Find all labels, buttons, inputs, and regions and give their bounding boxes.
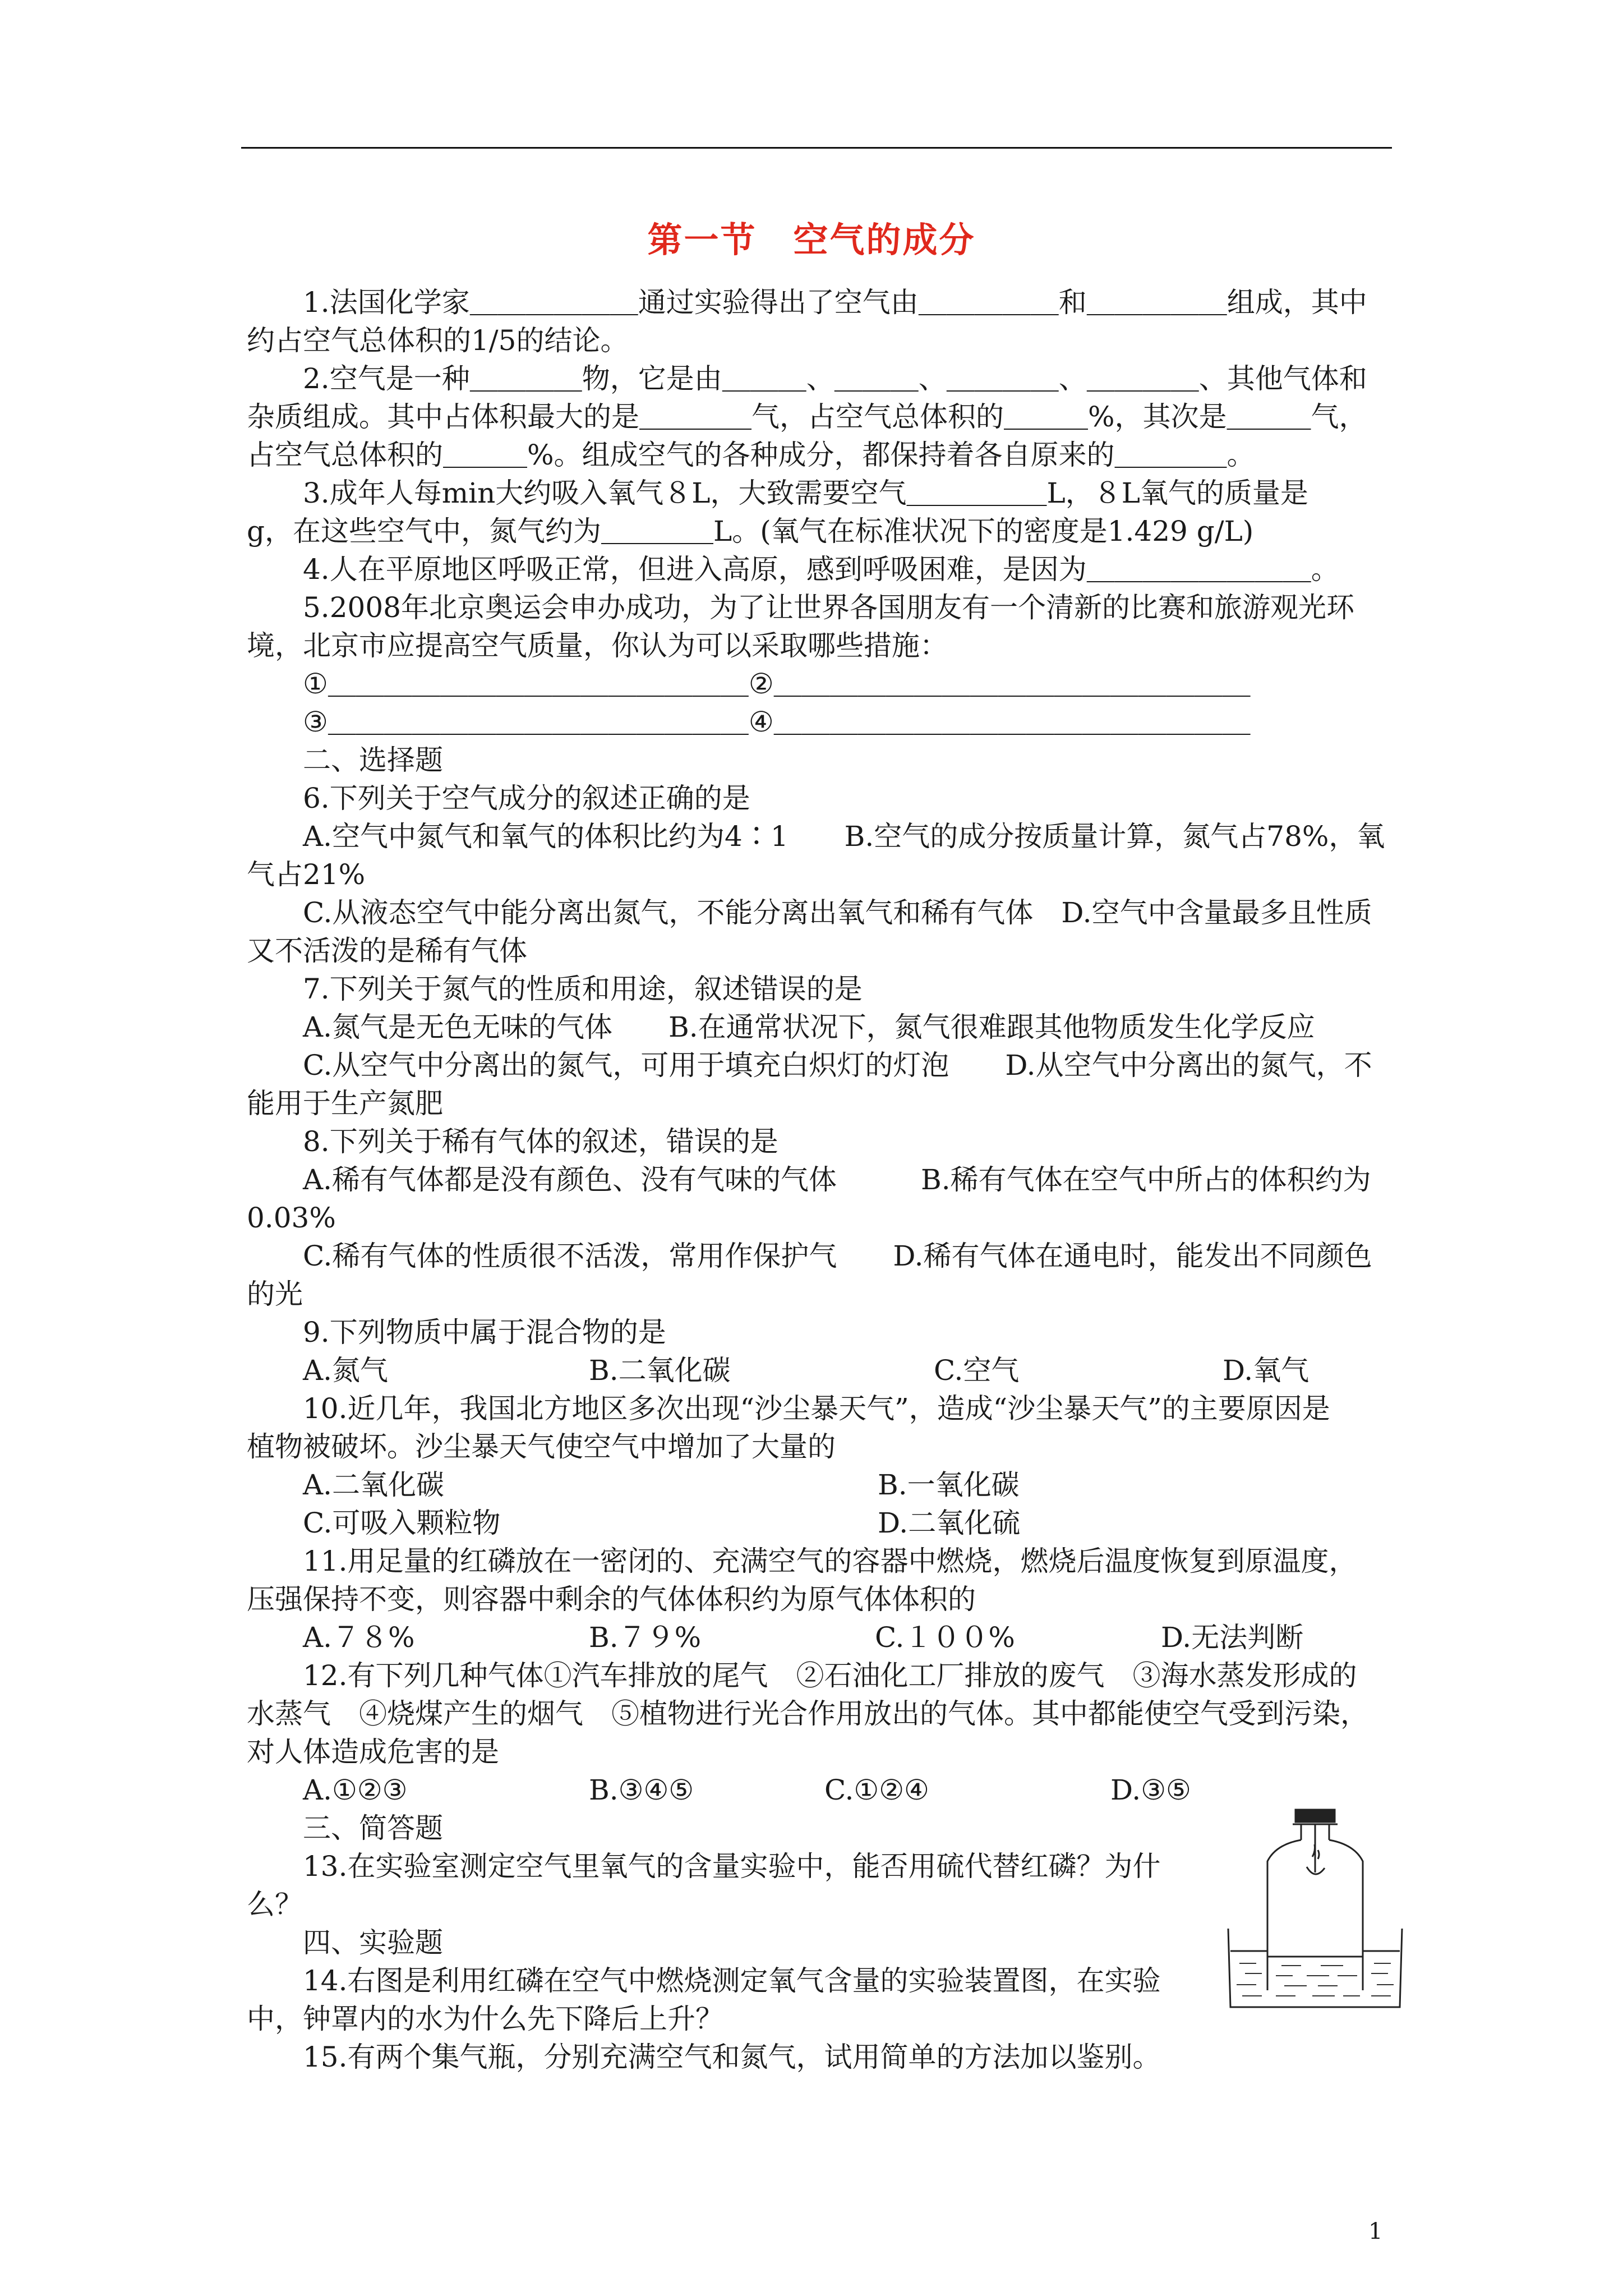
text-line: 1.法国化学家＿＿＿＿＿＿通过实验得出了空气由＿＿＿＿＿和＿＿＿＿＿组成，其中	[303, 286, 1367, 319]
option-c: C.１００%	[875, 1621, 1015, 1654]
section-heading: 三、简答题	[303, 1812, 443, 1844]
text-line: 境，北京市应提高空气质量，你认为可以采取哪些措施：	[247, 629, 948, 662]
text-line: A.空气中氮气和氧气的体积比约为4∶1 B.空气的成分按质量计算，氮气占78%，氧	[303, 820, 1385, 853]
text-line: 对人体造成危害的是	[247, 1736, 499, 1768]
section-heading: 二、选择题	[303, 744, 443, 776]
question-stem: 7.下列关于氮气的性质和用途，叙述错误的是	[303, 973, 863, 1005]
text-line: 中，钟罩内的水为什么先下降后上升？	[247, 2003, 723, 2035]
option-d: D.二氧化硫	[878, 1507, 1021, 1539]
question-stem: 10.近几年，我国北方地区多次出现“沙尘暴天气”，造成“沙尘暴天气”的主要原因是	[303, 1392, 1330, 1425]
text-line: 水蒸气 ④烧煤产生的烟气 ⑤植物进行光合作用放出的气体。其中都能使空气受到污染，	[247, 1697, 1368, 1730]
option-d: D.③⑤	[1110, 1774, 1191, 1806]
text-line: 能用于生产氮肥	[247, 1087, 443, 1120]
question-stem: 15.有两个集气瓶，分别充满空气和氮气，试用简单的方法加以鉴别。	[303, 2041, 1161, 2073]
text-line: 又不活泼的是稀有气体	[247, 935, 527, 967]
question-stem: 12.有下列几种气体①汽车排放的尾气 ②石油化工厂排放的废气 ③海水蒸发形成的	[303, 1659, 1357, 1692]
option-d: D.氧气	[1223, 1354, 1310, 1387]
text-line: A.稀有气体都是没有颜色、没有气味的气体 B.稀有气体在空气中所占的体积约为	[303, 1163, 1371, 1196]
text-line: 压强保持不变，则容器中剩余的气体体积约为原气体体积的	[247, 1583, 976, 1616]
question-stem: 6.下列关于空气成分的叙述正确的是	[303, 782, 750, 815]
option-a: A.二氧化碳	[303, 1469, 445, 1501]
text-line: 约占空气总体积的1/5的结论。	[247, 324, 629, 357]
text-line: 0.03%	[247, 1202, 336, 1234]
option-c: C.空气	[934, 1354, 1020, 1387]
text-line: g，在这些空气中，氮气约为＿＿＿＿L。(氧气在标准状况下的密度是1.429 g/L)	[247, 515, 1254, 547]
text-line: C.从液态空气中能分离出氮气，不能分离出氧气和稀有气体 D.空气中含量最多且性质	[303, 896, 1372, 929]
text-line: 5.2008年北京奥运会申办成功，为了让世界各国朋友有一个清新的比赛和旅游观光环	[303, 591, 1354, 624]
option-b: B.③④⑤	[589, 1774, 694, 1806]
text-line: C.稀有气体的性质很不活泼，常用作保护气 D.稀有气体在通电时，能发出不同颜色	[303, 1240, 1372, 1272]
question-stem: 8.下列关于稀有气体的叙述，错误的是	[303, 1125, 778, 1158]
text-line: 2.空气是一种＿＿＿＿物，它是由＿＿＿、＿＿＿、＿＿＿＿、＿＿＿＿、其他气体和	[303, 362, 1367, 395]
option-a: A.氮气	[303, 1354, 389, 1387]
text-line: 气占21%	[247, 858, 366, 891]
question-stem: 13.在实验室测定空气里氧气的含量实验中，能否用硫代替红磷？为什	[303, 1850, 1161, 1883]
option-a: A.①②③	[303, 1774, 408, 1806]
bell-jar-apparatus-figure	[1223, 1805, 1408, 2018]
option-b: B.二氧化碳	[589, 1354, 731, 1387]
question-stem: 11.用足量的红磷放在一密闭的、充满空气的容器中燃烧，燃烧后温度恢复到原温度，	[303, 1545, 1357, 1577]
text-line: ③＿＿＿＿＿＿＿＿＿＿＿＿＿＿＿④＿＿＿＿＿＿＿＿＿＿＿＿＿＿＿＿＿	[303, 706, 1251, 738]
section-heading: 四、实验题	[303, 1926, 443, 1959]
text-line: C.从空气中分离出的氮气，可用于填充白炽灯的灯泡 D.从空气中分离出的氮气，不	[303, 1049, 1372, 1082]
option-b: B.一氧化碳	[878, 1469, 1020, 1501]
text-line: 么？	[247, 1888, 303, 1921]
option-a: A.７８%	[303, 1621, 415, 1654]
page-title: 第一节 空气的成分	[647, 219, 976, 260]
text-line: 占空气总体积的＿＿＿%。组成空气的各种成分，都保持着各自原来的＿＿＿＿。	[247, 439, 1255, 471]
header-rule	[241, 147, 1392, 149]
option-d: D.无法判断	[1161, 1621, 1304, 1654]
text-line: 杂质组成。其中占体积最大的是＿＿＿＿气，占空气总体积的＿＿＿%，其次是＿＿＿气，	[247, 401, 1367, 433]
text-line: 植物被破坏。沙尘暴天气使空气中增加了大量的	[247, 1430, 836, 1463]
text-line: ①＿＿＿＿＿＿＿＿＿＿＿＿＿＿＿②＿＿＿＿＿＿＿＿＿＿＿＿＿＿＿＿＿	[303, 668, 1251, 700]
option-c: C.①②④	[824, 1774, 929, 1806]
text-line: 的光	[247, 1278, 303, 1310]
option-c: C.可吸入颗粒物	[303, 1507, 501, 1539]
text-line: 4.人在平原地区呼吸正常，但进入高原，感到呼吸困难，是因为＿＿＿＿＿＿＿＿。	[303, 553, 1339, 586]
option-b: B.７９%	[589, 1621, 702, 1654]
page-number: 1	[1368, 2219, 1383, 2244]
question-stem: 14.右图是利用红磷在空气中燃烧测定氧气含量的实验装置图，在实验	[303, 1964, 1161, 1997]
text-line: A.氮气是无色无味的气体 B.在通常状况下，氮气很难跟其他物质发生化学反应	[303, 1011, 1315, 1043]
text-line: 3.成年人每min大约吸入氧气８L，大致需要空气＿＿＿＿＿L，８L氧气的质量是	[303, 477, 1308, 509]
question-stem: 9.下列物质中属于混合物的是	[303, 1316, 666, 1349]
